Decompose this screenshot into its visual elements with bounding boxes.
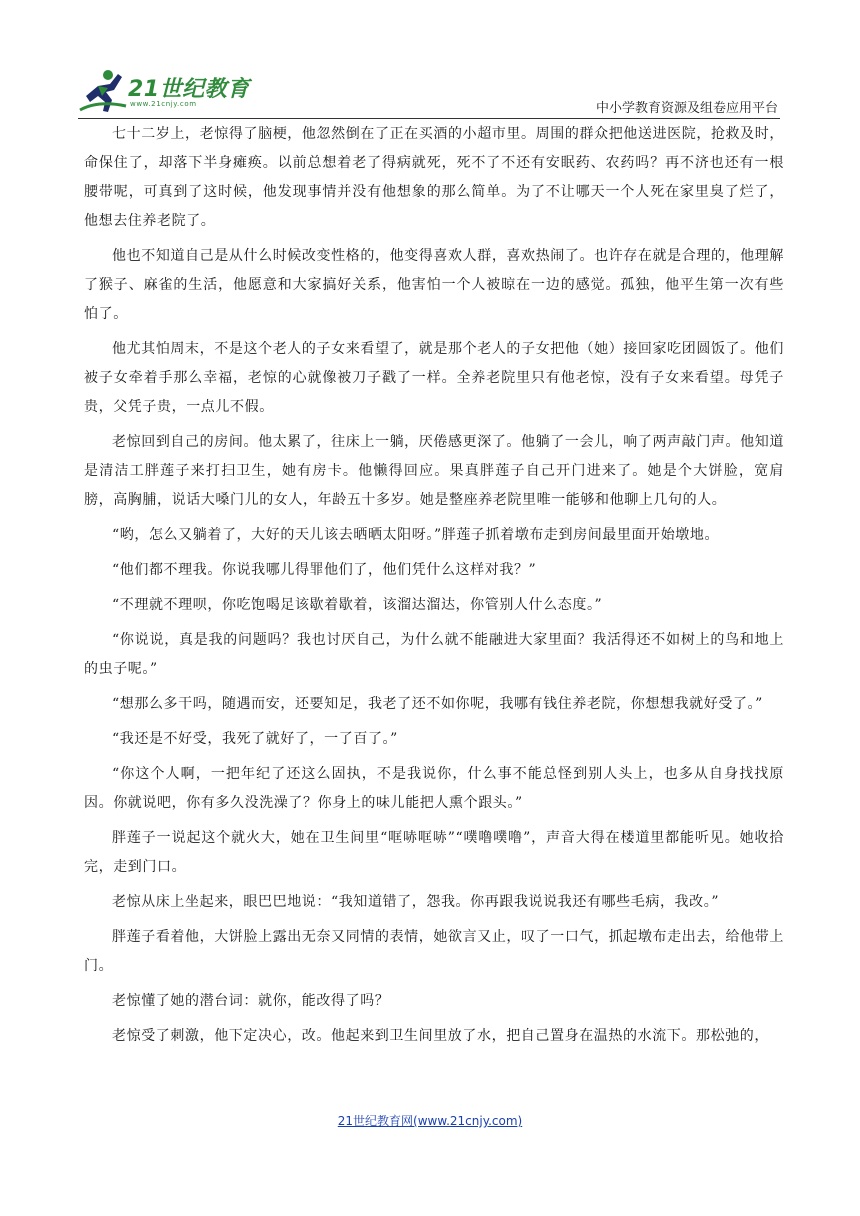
site-logo[interactable]: [78, 66, 268, 118]
paragraph: 胖莲子一说起这个就火大，她在卫生间里“哐哧哐哧”“噗噜噗噜”，声音大得在楼道里都能听见。她收拾完，走到门口。: [84, 830, 784, 875]
paragraph: “他们都不理我。你说我哪儿得罪他们了，他们凭什么这样对我？”: [112, 562, 537, 578]
logo-url: www.21cnjy.com: [130, 100, 197, 108]
footer-link[interactable]: 21世纪教育网(www.21cnjy.com): [337, 1114, 523, 1128]
logo-text: 21世纪教育: [128, 77, 250, 102]
platform-tagline: 中小学教育资源及组卷应用平台: [595, 101, 778, 116]
paragraph: “哟，怎么又躺着了，大好的天儿该去晒晒太阳呀。”胖莲子抓着墩布走到房间最里面开始墩地。: [112, 527, 720, 543]
paragraph: 他尤其怕周末，不是这个老人的子女来看望了，就是那个老人的子女把他（她）接回家吃团圆饭了。他们被子女牵着手那么幸福，老惊的心就像被刀子戳了一样。全养老院里只有他老惊，没有子女来看望。母凭子贵，父凭子贵，一点儿不假。: [84, 341, 784, 415]
paragraph: 老惊从床上坐起来，眼巴巴地说：“我知道错了，怨我。你再跟我说说我还有哪些毛病，我改。”: [112, 894, 720, 910]
paragraph: 老惊受了刺激，他下定决心，改。他起来到卫生间里放了水，把自己置身在温热的水流下。那松弛的，: [112, 1028, 769, 1044]
paragraph: “不理就不理呗，你吃饱喝足该歇着歇着，该溜达溜达，你管别人什么态度。”: [112, 597, 603, 613]
paragraph: “我还是不好受，我死了就好了，一了百了。”: [112, 731, 398, 747]
paragraph: 七十二岁上，老惊得了脑梗，他忽然倒在了正在买酒的小超市里。周围的群众把他送进医院，抢救及时，命保住了，却落下半身瘫痪。以前总想着老了得病就死，死不了不还有安眠药、农药吗？再不济也还有一根腰带呢，可真到了这时候，他发现事情并没有他想象的那么简单。为了不让哪天一个人死在家里臭了烂了，他想去住养老院了。: [84, 126, 784, 229]
paragraph: “想那么多干吗，随遇而安，还要知足，我老了还不如你呢，我哪有钱住养老院，你想想我就好受了。”: [112, 696, 763, 712]
paragraph: “你说说，真是我的问题吗？我也讨厌自己，为什么就不能融进大家里面？我活得还不如树上的鸟和地上的虫子呢。”: [84, 632, 784, 677]
paragraph: 老惊懂了她的潜台词：就你，能改得了吗？: [112, 993, 390, 1009]
page-header: [78, 66, 780, 119]
article-body: [84, 120, 784, 1051]
paragraph: 他也不知道自己是从什么时候改变性格的，他变得喜欢人群，喜欢热闹了。也许存在就是合理的，他理解了猴子、麻雀的生活，他愿意和大家搞好关系，他害怕一个人被晾在一边的感觉。孤独，他平生第一次有些怕了。: [84, 248, 784, 322]
paragraph: 胖莲子看着他，大饼脸上露出无奈又同情的表情，她欲言又止，叹了一口气，抓起墩布走出去，给他带上门。: [84, 929, 784, 974]
paragraph: 老惊回到自己的房间。他太累了，往床上一躺，厌倦感更深了。他躺了一会儿，响了两声敲门声。他知道是清洁工胖莲子来打扫卫生，她有房卡。他懒得回应。果真胖莲子自己开门进来了。她是个大饼脸，宽肩膀，高胸脯，说话大嗓门儿的女人，年龄五十多岁。她是整座养老院里唯一能够和他聊上几句的人。: [84, 434, 784, 508]
runner-logo-icon: [78, 66, 130, 118]
paragraph: “你这个人啊，一把年纪了还这么固执，不是我说你，什么事不能总怪到别人头上，也多从自身找找原因。你就说吧，你有多久没洗澡了？你身上的味儿能把人熏个跟头。”: [84, 766, 784, 811]
